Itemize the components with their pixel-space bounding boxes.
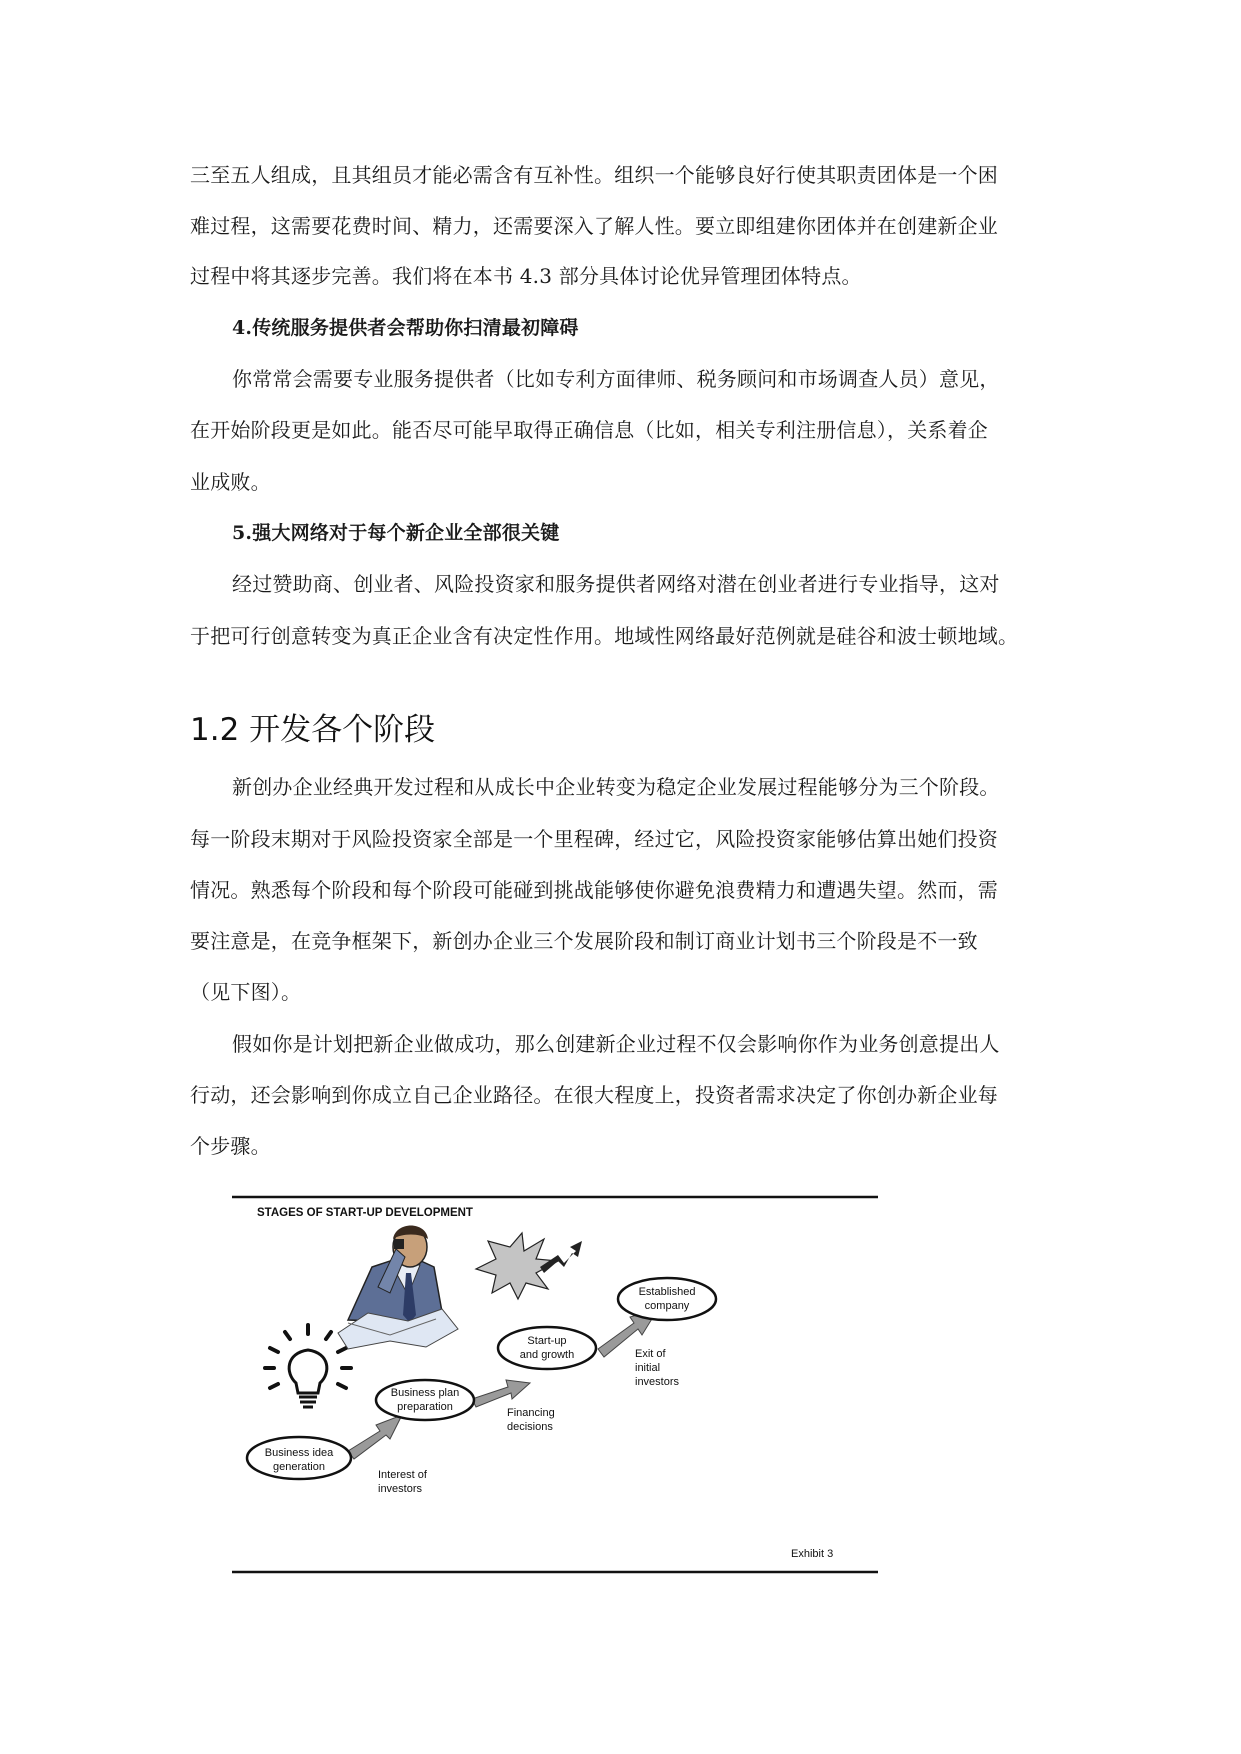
milestone-label: decisions [507, 1421, 553, 1433]
stage-label: and growth [519, 1349, 575, 1361]
subheading-5: 5.强大网络对于每个新企业全部很关键 [232, 522, 560, 544]
stage-label: Start-up [527, 1335, 567, 1347]
paragraph-line: 假如你是计划把新企业做成功，那么创建新企业过程不仅会影响你作为业务创意提出人 [232, 1032, 1000, 1056]
paragraph-line: 难过程，这需要花费时间、精力，还需要深入了解人性。要立即组建你团体并在创建新企业 [190, 214, 998, 238]
stage-label: Established [638, 1286, 696, 1298]
startup-stages-figure [230, 1195, 880, 1575]
paragraph-line: 行动，还会影响到你成立自己企业路径。在很大程度上，投资者需求决定了你创办新企业每 [190, 1083, 998, 1107]
paragraph-line: 情况。熟悉每个阶段和每个阶段可能碰到挑战能够使你避免浪费精力和遭遇失望。然而，需 [190, 878, 998, 902]
stage-label: preparation [397, 1401, 453, 1413]
paragraph-line: 经过赞助商、创业者、风险投资家和服务提供者网络对潜在创业者进行专业指导，这对 [232, 572, 1000, 596]
paragraph-line: 于把可行创意转变为真正企业含有决定性作用。地域性网络最好范例就是硅谷和波士顿地域。 [190, 624, 1019, 648]
stage-label: Business plan [390, 1387, 460, 1399]
paragraph-line: 新创办企业经典开发过程和从成长中企业转变为稳定企业发展过程能够分为三个阶段。 [232, 775, 1000, 799]
paragraph-line: 你常常会需要专业服务提供者（比如专利方面律师、税务顾问和市场调查人员）意见， [232, 367, 1000, 391]
paragraph-line: 过程中将其逐步完善。我们将在本书 4.3 部分具体讨论优异管理团体特点。 [190, 264, 862, 288]
milestone-label: Financing [507, 1407, 555, 1419]
paragraph-line: 要注意是，在竞争框架下，新创办企业三个发展阶段和制订商业计划书三个阶段是不一致 [190, 929, 978, 953]
stage-label: Business idea [264, 1447, 334, 1459]
light-bulb-icon [265, 1325, 351, 1407]
paragraph-line: （见下图）。 [190, 980, 302, 1004]
paragraph-line: 在开始阶段更是如此。能否尽可能早取得正确信息（比如，相关专利注册信息），关系着企 [190, 418, 988, 442]
figure-title: STAGES OF START-UP DEVELOPMENT [257, 1207, 473, 1219]
paragraph-line: 个步骤。 [190, 1134, 271, 1158]
milestone-label: Exit of [635, 1348, 666, 1360]
milestone-label: investors [378, 1483, 423, 1495]
lightning-icon [540, 1241, 582, 1273]
stage-label: company [644, 1300, 690, 1312]
paragraph-line: 每一阶段末期对于风险投资家全部是一个里程碑，经过它，风险投资家能够估算出她们投资 [190, 827, 998, 851]
exhibit-label: Exhibit 3 [791, 1548, 834, 1560]
businessman-icon [338, 1226, 458, 1350]
milestone-label: initial [635, 1362, 661, 1374]
subheading-4: 4.传统服务提供者会帮助你扫清最初障碍 [232, 317, 579, 339]
section-title: 1.2 开发各个阶段 [190, 712, 436, 748]
milestone-label: investors [635, 1376, 680, 1388]
paragraph-line: 业成败。 [190, 470, 271, 494]
milestone-label: Interest of [378, 1469, 427, 1481]
paragraph-line: 三至五人组成，且其组员才能必需含有互补性。组织一个能够良好行使其职责团体是一个困 [190, 163, 998, 187]
stage-label: generation [273, 1461, 325, 1473]
